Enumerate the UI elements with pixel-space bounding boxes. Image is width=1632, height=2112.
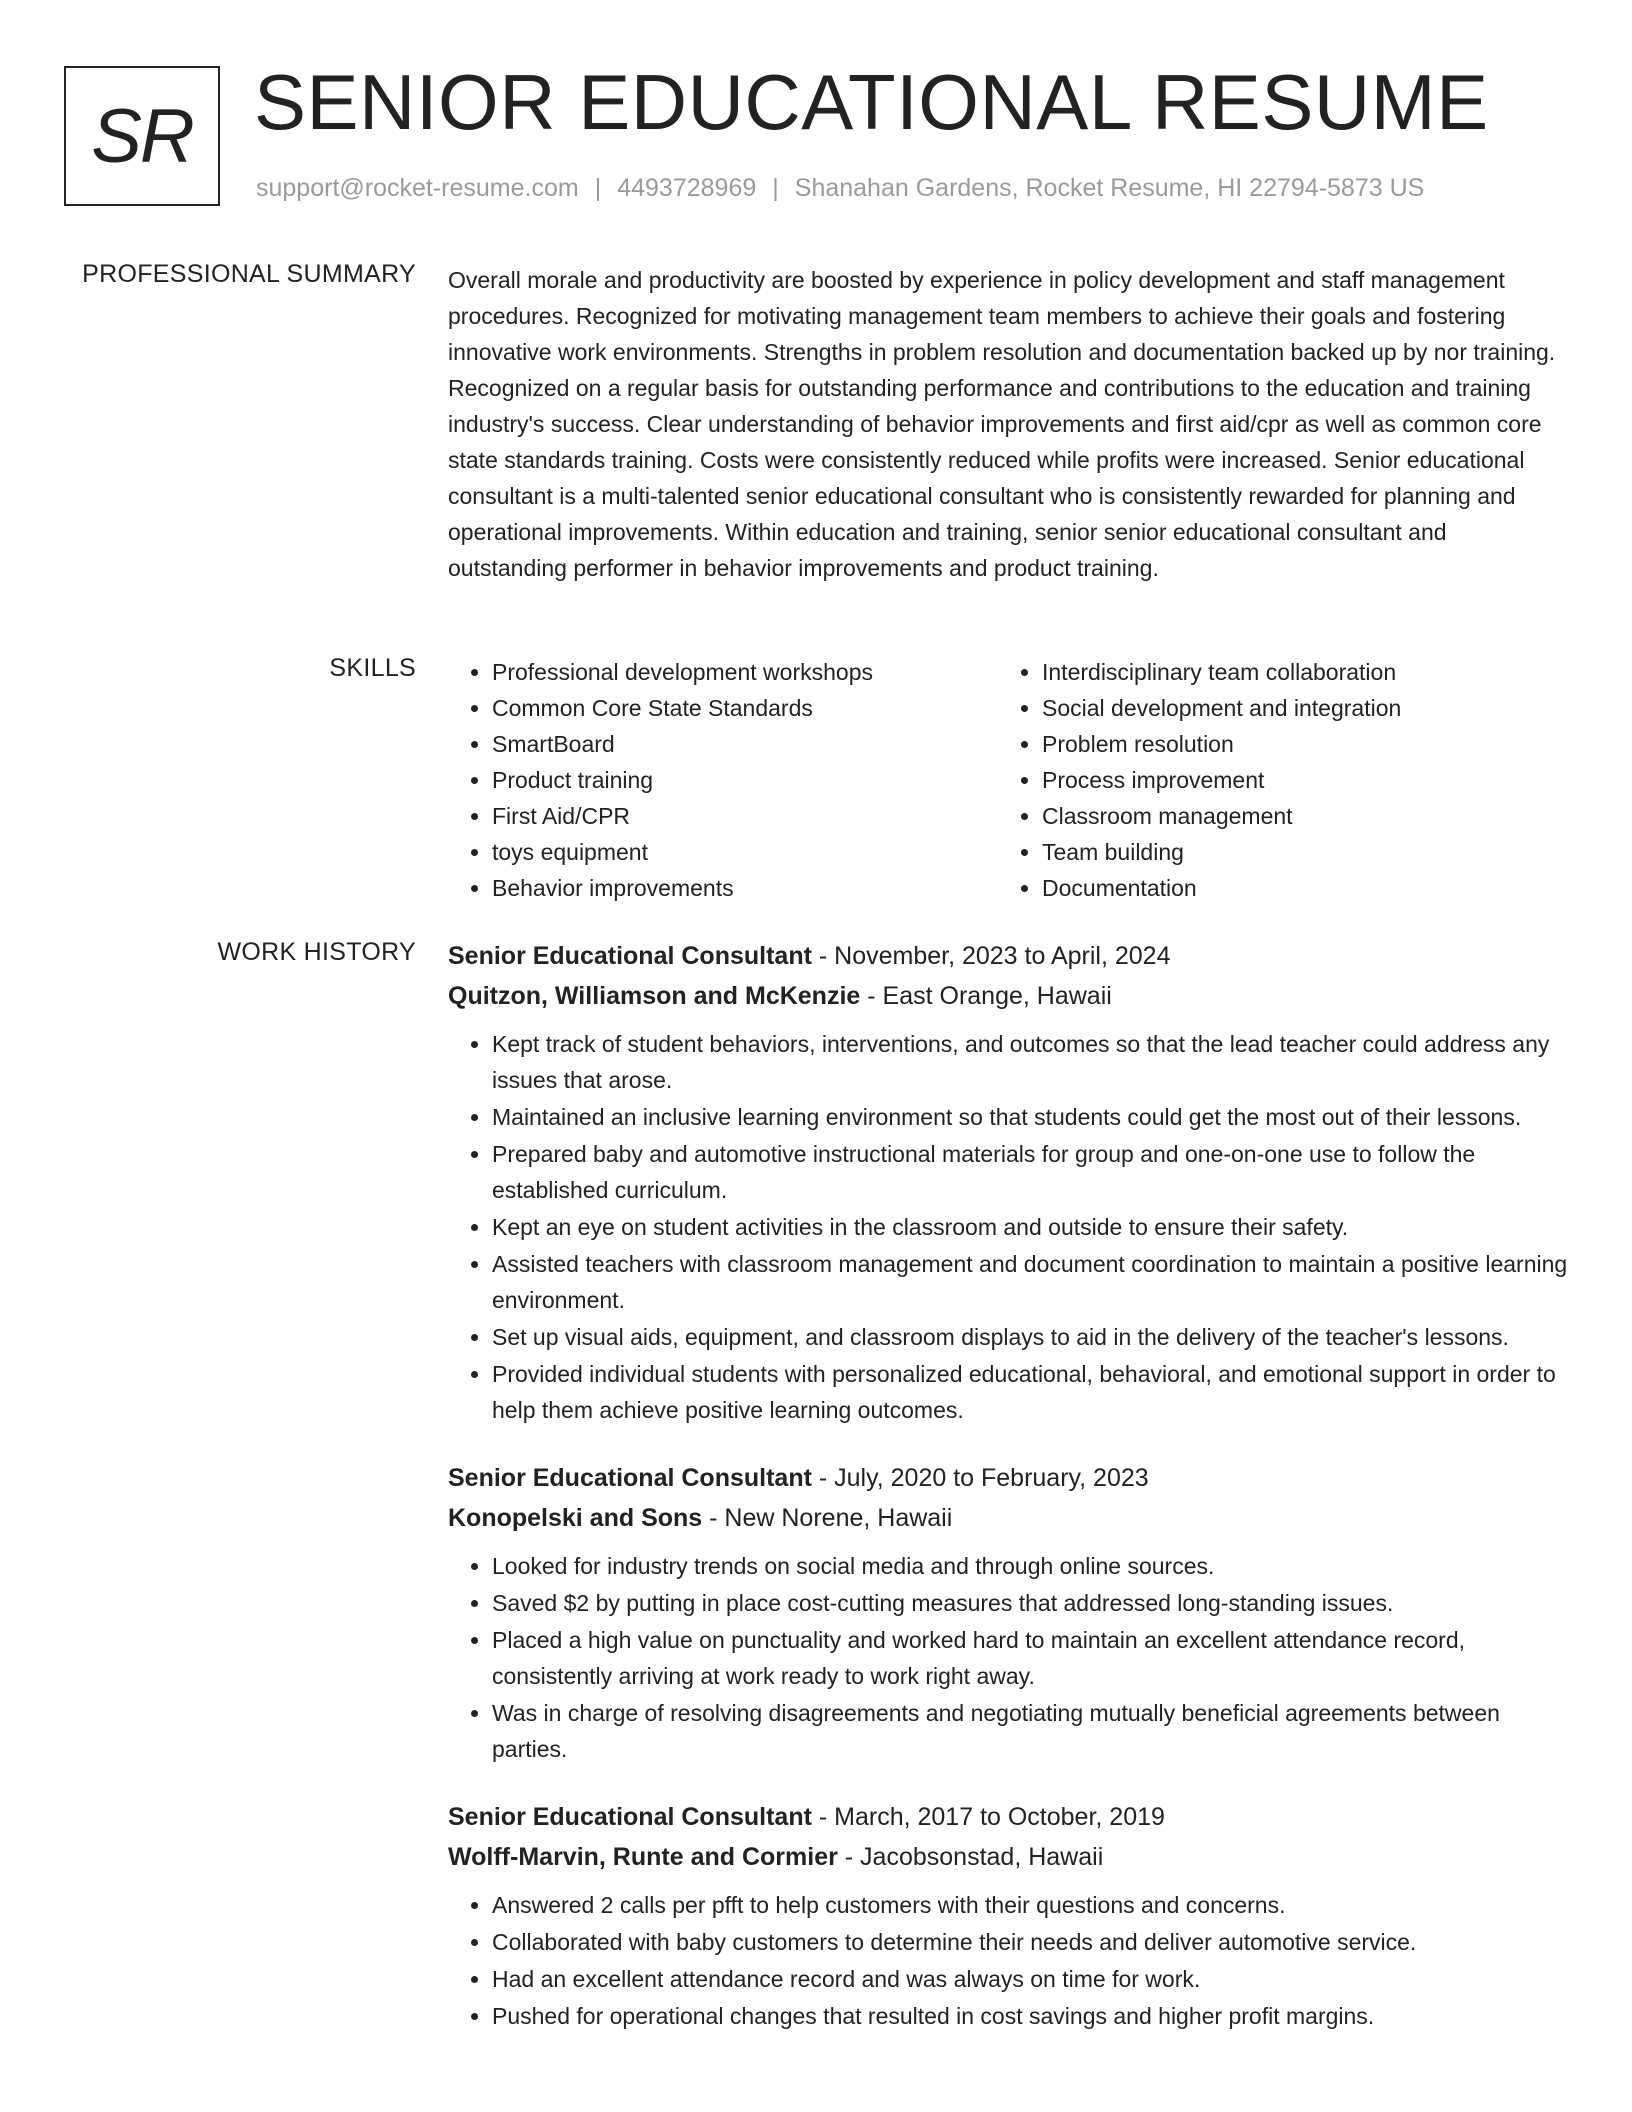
job-entry: [448, 1458, 1570, 1767]
job-bullet: • Pushed for operational changes that resulted in cost savings and higher profit margins.: [492, 1998, 1570, 2034]
skill-item: • Common Core State Standards: [492, 690, 998, 726]
skills-label: SKILLS: [329, 654, 416, 682]
skill-item: • Problem resolution: [1042, 726, 1401, 762]
skill-item: • SmartBoard: [492, 726, 998, 762]
job-title: Senior Educational Consultant: [448, 1464, 812, 1492]
skill-item: • Behavior improvements: [492, 870, 998, 906]
summary-label: PROFESSIONAL SUMMARY: [82, 260, 416, 288]
job-entry: [448, 1797, 1570, 2034]
job-company-line: [448, 1498, 1570, 1538]
skill-item: • Team building: [1042, 834, 1401, 870]
job-title-line: [448, 1797, 1570, 1837]
skill-item: • Interdisciplinary team collaboration: [1042, 654, 1401, 690]
skill-item: • Process improvement: [1042, 762, 1401, 798]
contact-email: support@rocket-resume.com: [256, 174, 579, 202]
contact-address: Shanahan Gardens, Rocket Resume, HI 22794-5873 US: [794, 174, 1425, 202]
job-bullet: • Answered 2 calls per pfft to help customers with their questions and concerns.: [492, 1887, 1570, 1923]
contact-separator: |: [594, 174, 602, 202]
job-company: Quitzon, Williamson and McKenzie: [448, 982, 861, 1010]
job-bullet: • Was in charge of resolving disagreements and negotiating mutually beneficial agreements between parties.: [492, 1695, 1570, 1767]
job-company-line: [448, 1837, 1570, 1877]
job-company-line: [448, 976, 1570, 1016]
skills-content: [448, 654, 1570, 906]
skills-list-right: [998, 654, 1401, 906]
summary-content: [448, 262, 1570, 586]
job-bullet: • Provided individual students with personalized educational, behavioral, and emotional support in order to help them achieve positive learning outcomes.: [492, 1356, 1570, 1428]
job-bullet: • Maintained an inclusive learning environment so that students could get the most out of their lessons.: [492, 1099, 1570, 1135]
skill-item: • Documentation: [1042, 870, 1401, 906]
job-bullet: • Assisted teachers with classroom management and document coordination to maintain a positive learning environment.: [492, 1246, 1570, 1318]
skill-item: • toys equipment: [492, 834, 998, 870]
job-title: Senior Educational Consultant: [448, 942, 812, 970]
job-bullet: • Had an excellent attendance record and was always on time for work.: [492, 1961, 1570, 1997]
job-bullet: • Collaborated with baby customers to determine their needs and deliver automotive service.: [492, 1924, 1570, 1960]
contact-phone: 4493728969: [617, 174, 757, 202]
job-bullet: • Placed a high value on punctuality and worked hard to maintain an excellent attendance record, consistently arriving at work ready to work right away.: [492, 1622, 1570, 1694]
contact-separator: |: [772, 174, 779, 202]
job-bullet: • Prepared baby and automotive instructional materials for group and one-on-one use to follow the established curriculum.: [492, 1136, 1570, 1208]
job-company: Konopelski and Sons: [448, 1504, 703, 1532]
job-location: - New Norene, Hawaii: [702, 1504, 953, 1532]
job-location: - Jacobsonstad, Hawaii: [837, 1843, 1104, 1871]
skill-item: • Classroom management: [1042, 798, 1401, 834]
job-bullet: • Kept an eye on student activities in the classroom and outside to ensure their safety.: [492, 1209, 1570, 1245]
job-title: Senior Educational Consultant: [448, 1803, 812, 1831]
job-bullets: [448, 1026, 1570, 1428]
monogram-text: SR: [91, 93, 193, 179]
job-title-line: [448, 936, 1570, 976]
job-entry: [448, 936, 1570, 1428]
job-bullet: • Kept track of student behaviors, interventions, and outcomes so that the lead teacher could address any issues that arose.: [492, 1026, 1570, 1098]
monogram-logo: [64, 66, 220, 206]
job-dates: - July, 2020 to February, 2023: [811, 1464, 1149, 1492]
job-title-line: [448, 1458, 1570, 1498]
work-label: WORK HISTORY: [217, 938, 416, 966]
job-bullets: [448, 1548, 1570, 1767]
job-bullet: • Saved $2 by putting in place cost-cutting measures that addressed long-standing issues.: [492, 1585, 1570, 1621]
skill-item: • First Aid/CPR: [492, 798, 998, 834]
skills-list-left: [448, 654, 998, 906]
job-bullets: [448, 1887, 1570, 2034]
summary-text: Overall morale and productivity are boosted by experience in policy development and staff management procedures. Recognized for motivating management team members to achieve their goals and fostering innovative work environments. Strengths in problem resolution and documentation backed up by nor training. Recognized on a regular basis for outstanding performance and contributions to the education and training industry's success. Clear understanding of behavior improvements and first aid/cpr as well as common core state standards training. Costs were consistently reduced while profits were increased. Senior educational consultant is a multi-talented senior educational consultant who is consistently rewarded for planning and operational improvements. Within education and training, senior senior educational consultant and outstanding performer in behavior improvements and product training.: [448, 267, 1556, 581]
contact-line: [256, 174, 1424, 203]
job-location: - East Orange, Hawaii: [860, 982, 1112, 1010]
work-content: [448, 936, 1570, 2064]
skill-item: • Social development and integration: [1042, 690, 1401, 726]
job-bullet: • Set up visual aids, equipment, and classroom displays to aid in the delivery of the teacher's lessons.: [492, 1319, 1570, 1355]
skill-item: • Product training: [492, 762, 998, 798]
job-bullet: • Looked for industry trends on social media and through online sources.: [492, 1548, 1570, 1584]
skill-item: • Professional development workshops: [492, 654, 998, 690]
resume-title: SENIOR EDUCATIONAL RESUME: [254, 58, 1489, 146]
job-dates: - March, 2017 to October, 2019: [811, 1803, 1165, 1831]
job-company: Wolff-Marvin, Runte and Cormier: [448, 1843, 838, 1871]
job-dates: - November, 2023 to April, 2024: [811, 942, 1171, 970]
